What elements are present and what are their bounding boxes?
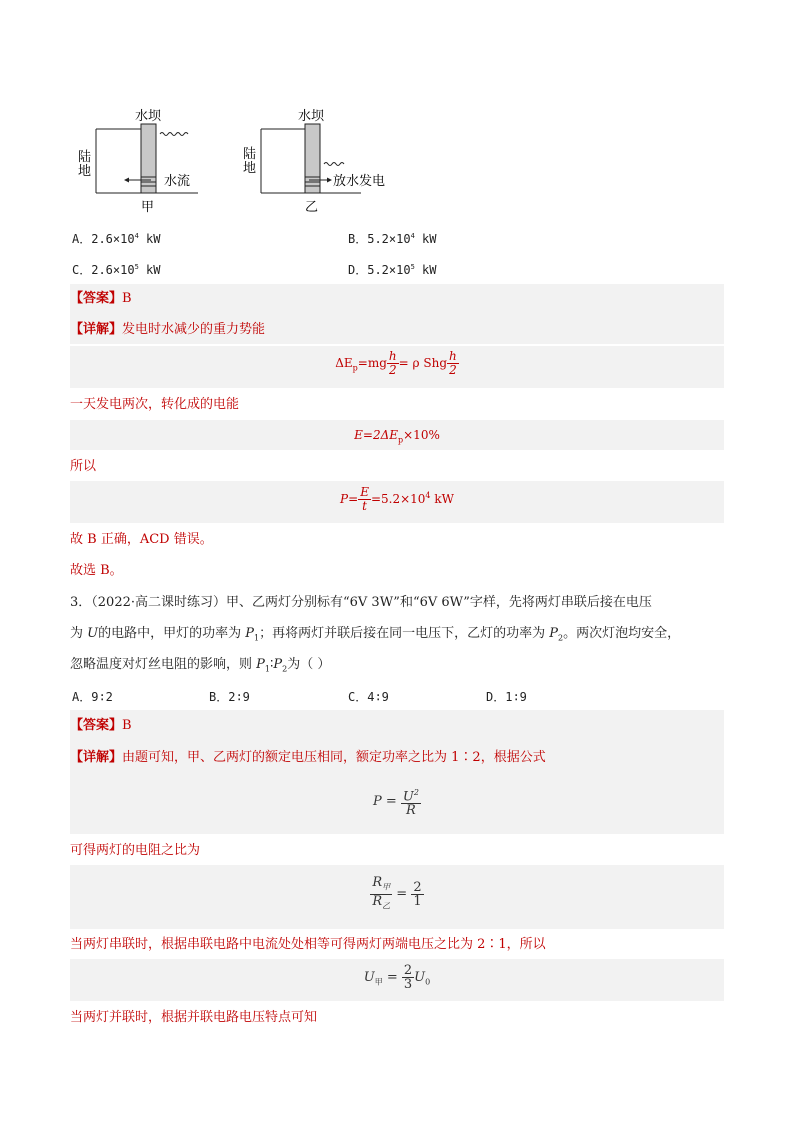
flow-label: 放水发电 (333, 174, 386, 189)
q3-option-b: B．2∶9 (209, 690, 250, 704)
text-resistance-ratio: 可得两灯的电阻之比为 (70, 843, 201, 858)
svg-text:地: 地 (243, 161, 257, 176)
answer-line: 【答案】B (70, 718, 132, 733)
question-3-line-3: 忽略温度对灯丝电阻的影响，则 $P_1∶P_2$为（ ） (70, 657, 331, 674)
detail-line: 【详解】由题可知，甲、乙两灯的额定电压相同，额定功率之比为 1∶2，根据公式 (70, 750, 546, 765)
dam-figure-yi (243, 103, 403, 215)
text-conclusion: 故 B 正确，ACD 错误。 (70, 532, 213, 547)
option-d: D．$5.2\times 10^5$ kW (348, 263, 437, 277)
land-label: 陆 (78, 150, 92, 165)
formula-resistance-ratio: $\frac{R_甲}{R_乙}$ = $\frac{2}{1}$ (372, 875, 422, 911)
answer-line: 【答案】B (70, 291, 132, 306)
formula-power-voltage: P = $\frac{U^2}{R}$ (373, 788, 419, 819)
q3-option-d: D．1∶9 (486, 690, 527, 704)
figure-caption: 甲 (141, 200, 155, 215)
text-parallel: 当两灯并联时，根据并联电路电压特点可知 (70, 1010, 318, 1025)
formula-power: P= $\frac{E}{t}$ $=5.2\times 10^4$ kW (340, 485, 454, 513)
formula-potential-energy: $\Delta E_p=mg$ $\frac{h}{2}$ = ρ Shg $\frac{h}{2}$ (335, 349, 457, 377)
option-a: A．$2.6\times 10^4$ kW (72, 232, 161, 246)
question-3-line-2: 为 U的电路中，甲灯的功率为 $P_1$；再将两灯并联后接在同一电压下，乙灯的功率为 $P_2$。两次灯泡均安全， (70, 626, 681, 643)
flow-label: 水流 (164, 174, 191, 189)
dam-label: 水坝 (298, 109, 325, 124)
formula-electric-energy: $E=2\Delta E_p\times 10\%$ (354, 428, 440, 445)
dam-figure-jia (78, 103, 208, 215)
text-choice: 故选 B。 (70, 563, 123, 578)
figure-caption: 乙 (305, 200, 319, 215)
q3-option-c: C．4∶9 (348, 690, 389, 704)
formula-series-voltage: $U_甲$ = $\frac{2}{3}$ $U_0$ (363, 963, 431, 992)
dam-label: 水坝 (135, 109, 162, 124)
detail-line: 【详解】发电时水减少的重力势能 (70, 322, 266, 337)
text-series: 当两灯串联时，根据串联电路中电流处处相等可得两灯两端电压之比为 2∶1，所以 (70, 937, 546, 952)
option-c: C．$2.6\times 10^5$ kW (72, 263, 161, 277)
svg-text:地: 地 (78, 164, 92, 179)
land-label: 陆 (243, 147, 257, 162)
text-therefore: 所以 (70, 459, 97, 474)
text-energy: 一天发电两次，转化成的电能 (70, 397, 240, 412)
water-wave-icon (324, 163, 344, 166)
option-b: B．$5.2\times 10^4$ kW (348, 232, 437, 246)
answer-band (70, 284, 724, 314)
q3-option-a: A．9∶2 (72, 690, 113, 704)
answer-band (70, 710, 724, 741)
question-3-line-1: 3．（2022·高二课时练习）甲、乙两灯分别标有“6V 3W”和“6V 6W”字样，先将两灯串联后接在电压 (70, 595, 652, 610)
water-wave-icon (160, 133, 188, 136)
